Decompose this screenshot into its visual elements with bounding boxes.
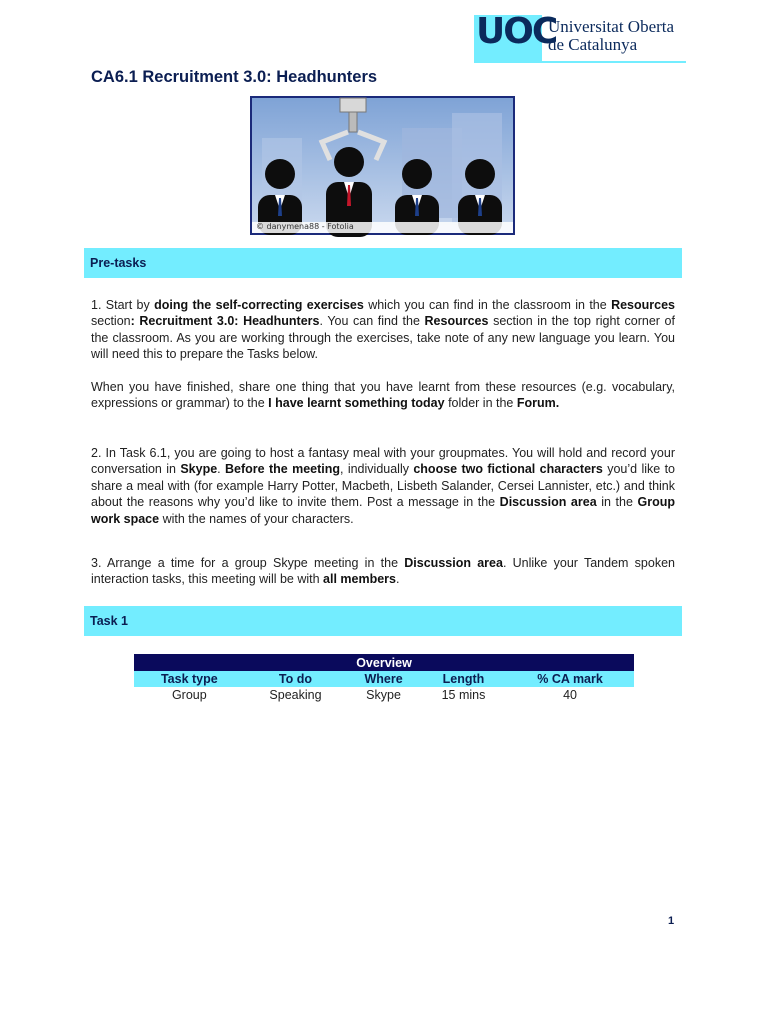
table-cell: Group [171, 688, 207, 702]
overview-table [134, 654, 634, 703]
task1-section-bar [84, 606, 682, 636]
column-header: Task type [134, 671, 245, 687]
uoc-logo-rule [542, 61, 686, 63]
pretask-paragraph-2: When you have finished, share one thing that you have learnt from these resources (e.g. vocabulary, expressions or grammar) to the I have learnt something today folder in the Forum. [91, 380, 675, 411]
headhunters-illustration [250, 96, 515, 235]
column-header: % CA mark [506, 671, 634, 687]
page-number: 1 [668, 915, 675, 927]
table-cell: 40 [563, 688, 578, 702]
uoc-logo-line2: de Catalunya [548, 35, 638, 54]
uoc-logo-name [548, 18, 674, 54]
page-title: CA6.1 Recruitment 3.0: Headhunters [91, 68, 378, 86]
uoc-logo-letters: UOC [476, 11, 557, 52]
table-cell: Skype [366, 688, 401, 702]
uoc-logo-mark [474, 11, 557, 63]
pretask-paragraph-4: 3. Arrange a time for a group Skype meeting in the Discussion area. Unlike your Tandem spoken interaction tasks, this meeting will be with all members. [91, 556, 675, 587]
table-cell: Speaking [269, 688, 322, 702]
column-header: Where [346, 671, 420, 687]
table-row [134, 687, 634, 703]
column-header: Length [421, 671, 506, 687]
overview-table-title: Overview [134, 654, 634, 671]
table-cell: 15 mins [441, 688, 486, 702]
overview-header-row [134, 671, 634, 687]
task1-heading: Task 1 [90, 614, 128, 628]
pretask-paragraph-1: 1. Start by doing the self-correcting exercises which you can find in the classroom in the Resources section: Recruitment 3.0: Headhunters. You can find the Resources section in the top right corner of the classroom. As you are working through the exercises, take note of any new language you learn. You will need this to prepare the Tasks below. [91, 298, 675, 362]
uoc-logo [474, 11, 686, 65]
column-header: To do [245, 671, 347, 687]
pretasks-section-bar [84, 248, 682, 278]
headhunters-illustration-drawing [252, 98, 513, 233]
image-credit: © danymena88 - Fotolia [256, 222, 354, 231]
uoc-logo-line1: Universitat Oberta [548, 17, 675, 36]
pretasks-heading: Pre-tasks [90, 256, 147, 270]
pretask-paragraph-3: 2. In Task 6.1, you are going to host a fantasy meal with your groupmates. You will hold and record your conversation in Skype. Before the meeting, individually choose two fictional characters you’d like to share a meal with (for example Harry Potter, Macbeth, Lisbeth Salander, Cersei Lannister, etc.) and think about the reasons why you’d like to invite them. Post a message in the Discussion area in the Group work space with the names of your characters. [91, 446, 675, 526]
